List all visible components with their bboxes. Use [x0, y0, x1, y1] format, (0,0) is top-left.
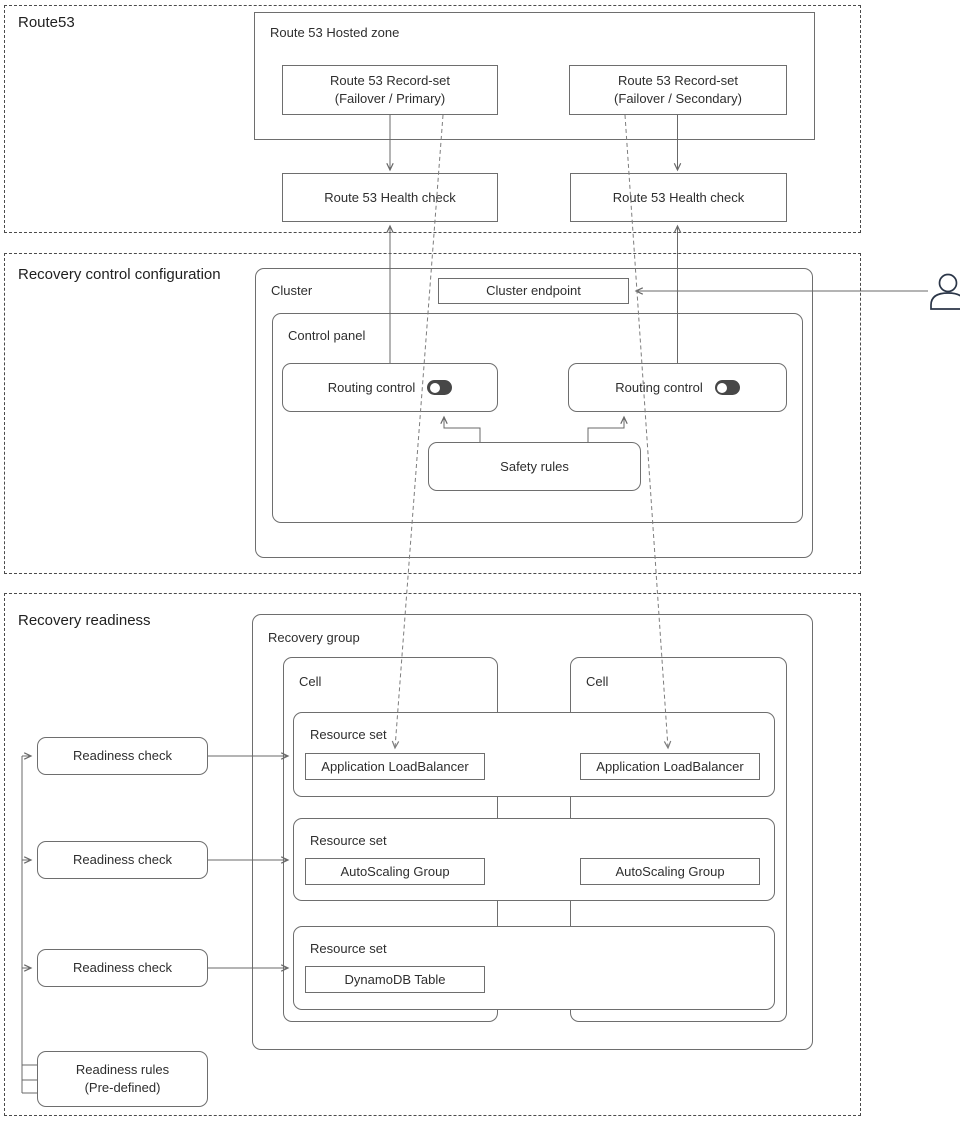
resource-set-dynamodb-label: Resource set: [310, 941, 387, 956]
routing-control-primary: [282, 363, 498, 412]
safety-rules: [428, 442, 641, 491]
safety-rules-label: Safety rules: [500, 458, 569, 474]
readiness-check-1-label: Readiness check: [73, 748, 172, 764]
readiness-check-1: [37, 737, 208, 775]
resource-set-asg-label: Resource set: [310, 833, 387, 848]
asg-primary: [305, 858, 485, 885]
dynamodb-table-label: DynamoDB Table: [344, 971, 446, 987]
cell-primary-label: Cell: [299, 674, 322, 689]
readiness-check-2: [37, 841, 208, 879]
asg-primary-label: AutoScaling Group: [340, 863, 450, 879]
record-set-secondary: [569, 65, 787, 115]
alb-primary-label: Application LoadBalancer: [321, 758, 469, 774]
cluster-endpoint-label: Cluster endpoint: [486, 283, 581, 299]
asg-secondary-label: AutoScaling Group: [615, 863, 725, 879]
readiness-rules: [37, 1051, 208, 1107]
cluster-label: Cluster: [271, 283, 313, 298]
readiness-check-3-label: Readiness check: [73, 960, 172, 976]
toggle-knob: [430, 383, 440, 393]
routing-control-secondary-label: Routing control: [615, 379, 703, 395]
section-recovery-control-title: Recovery control configuration: [18, 266, 221, 283]
alb-secondary-label: Application LoadBalancer: [596, 758, 744, 774]
control-panel-label: Control panel: [288, 328, 366, 343]
cluster-endpoint: [438, 278, 629, 304]
health-check-secondary: [570, 173, 787, 222]
readiness-rules-label: Readiness rules (Pre-defined): [75, 1062, 170, 1095]
record-set-primary-label: Route 53 Record-set (Failover / Primary): [330, 73, 450, 106]
health-check-secondary-label: Route 53 Health check: [612, 189, 745, 205]
user-icon: [931, 275, 960, 310]
readiness-check-2-label: Readiness check: [73, 852, 172, 868]
dynamodb-table: [305, 966, 485, 993]
asg-secondary: [580, 858, 760, 885]
cell-secondary-label: Cell: [586, 674, 609, 689]
alb-primary: [305, 753, 485, 780]
control-panel-container: [272, 313, 803, 523]
record-set-primary: [282, 65, 498, 115]
section-recovery-readiness-title: Recovery readiness: [18, 612, 151, 629]
alb-secondary: [580, 753, 760, 780]
hosted-zone-label: Route 53 Hosted zone: [270, 25, 400, 40]
section-route53-title: Route53: [18, 14, 75, 31]
resource-set-alb-label: Resource set: [310, 727, 387, 742]
health-check-primary-label: Route 53 Health check: [324, 189, 456, 205]
health-check-primary: [282, 173, 498, 222]
readiness-check-3: [37, 949, 208, 987]
routing-control-primary-label: Routing control: [327, 379, 416, 395]
routing-control-secondary: [568, 363, 787, 412]
toggle-knob: [717, 383, 727, 393]
record-set-secondary-label: Route 53 Record-set (Failover / Secondary): [614, 73, 742, 106]
recovery-group-label: Recovery group: [268, 630, 360, 645]
routing-control-primary-toggle-icon: [427, 380, 452, 395]
routing-control-secondary-toggle-icon: [715, 380, 740, 395]
